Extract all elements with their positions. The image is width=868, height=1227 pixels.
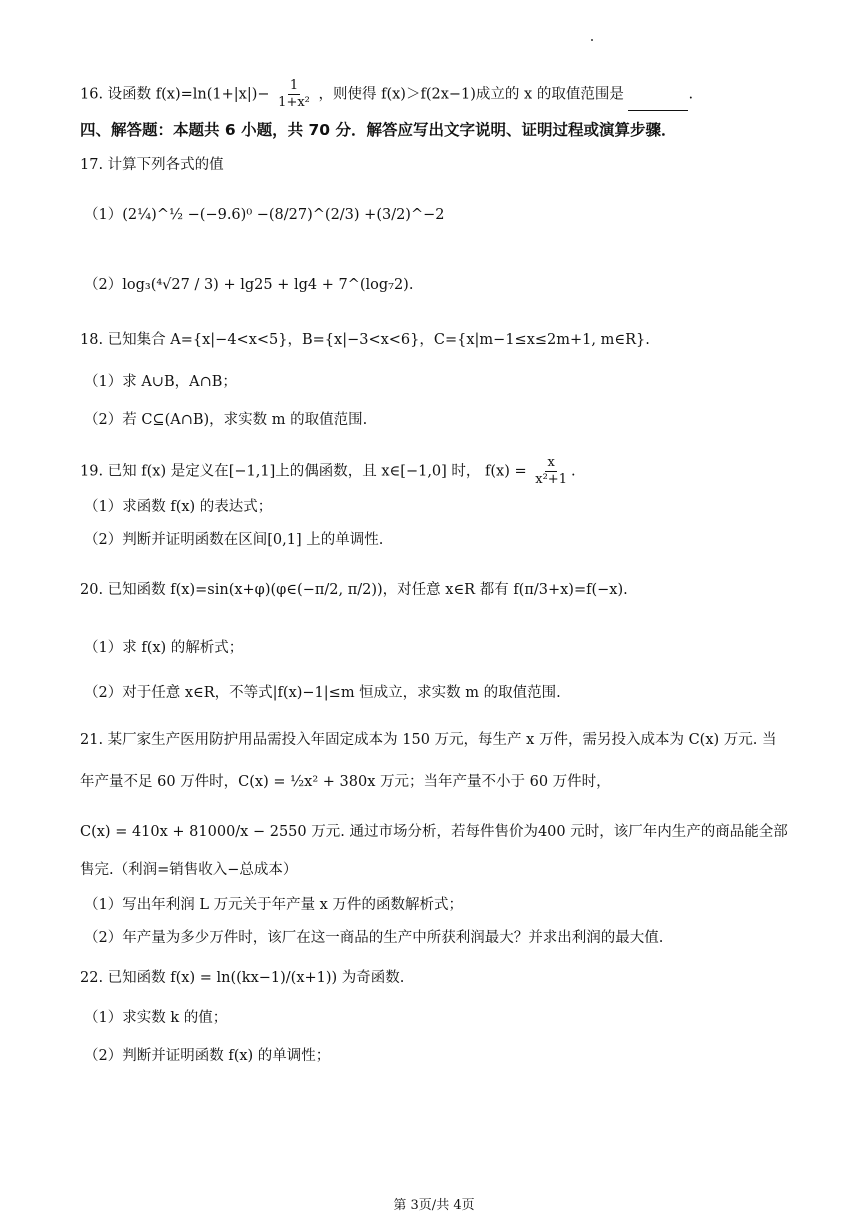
q18-part2: （2）若 C⊆(A∩B)，求实数 m 的取值范围. xyxy=(84,412,368,428)
q21-line4: 售完.（利润=销售收入−总成本） xyxy=(80,862,298,878)
q19-frac-num: x xyxy=(547,455,555,470)
answer-blank xyxy=(628,96,688,111)
q22-title: 22. 已知函数 f(x) = ln((kx−1)/(x+1)) 为奇函数. xyxy=(80,970,405,986)
q21-line3: C(x) = 410x + 81000/x − 2550 万元. 通过市场分析，若每件售价为400 元时，该厂年内生产的商品能全部 xyxy=(80,824,788,840)
q21-part2: （2）年产量为多少万件时，该厂在这一商品的生产中所获利润最大？并求出利润的最大值. xyxy=(84,930,664,946)
q16-fraction xyxy=(276,78,312,111)
q17-p2-label: （2） xyxy=(84,277,123,293)
q22-part1: （1）求实数 k 的值； xyxy=(84,1010,228,1026)
q19-end: . xyxy=(570,463,576,480)
q17-p1-expression: (2¼)^½ −(−9.6)⁰ −(8/27)^(2/3) +(3/2)^−2 xyxy=(122,207,445,223)
q16-number: 16. xyxy=(80,86,104,103)
q18-title: 18. 已知集合 A={x|−4<x<5}，B={x|−3<x<6}，C={x|m−1≤x≤2m+1, m∈R}. xyxy=(80,332,650,348)
q17-p1-label: （1） xyxy=(84,207,123,223)
q19-frac-den: x²+1 xyxy=(535,472,567,487)
q19-part1: （1）求函数 f(x) 的表达式； xyxy=(84,499,273,515)
q22-part2: （2）判断并证明函数 f(x) 的单调性； xyxy=(84,1048,331,1064)
question-19 xyxy=(80,455,576,488)
section-heading: 四、解答题：本题共 6 小题，共 70 分．解答应写出文字说明、证明过程或演算步骤． xyxy=(80,121,677,139)
q16-prefix: 设函数 f(x)=ln(1+|x|)− xyxy=(107,86,270,103)
page-footer: 第 3页/共 4页 xyxy=(393,1198,475,1213)
q17-p2-expression: log₃(⁴√27 / 3) + lg25 + lg4 + 7^(log₇2). xyxy=(122,277,414,293)
q16-frac-num: 1 xyxy=(289,78,299,93)
q17-title: 17. 计算下列各式的值 xyxy=(80,157,224,173)
q16-frac-den: 1+x² xyxy=(278,95,310,110)
q20-title: 20. 已知函数 f(x)=sin(x+φ)(φ∈(−π/2, π/2))，对任意 x∈R 都有 f(π/3+x)=f(−x). xyxy=(80,582,628,598)
q20-part2: （2）对于任意 x∈R，不等式|f(x)−1|≤m 恒成立，求实数 m 的取值范围. xyxy=(84,685,561,701)
q16-end: . xyxy=(688,86,694,103)
q17-part1 xyxy=(80,205,445,225)
q21-part1: （1）写出年利润 L 万元关于年产量 x 万件的函数解析式； xyxy=(84,897,463,913)
q19-title: 19. 已知 f(x) 是定义在[−1,1]上的偶函数，且 x∈[−1,0] 时， f(x) = xyxy=(80,463,527,480)
q19-part2: （2）判断并证明函数在区间[0,1] 上的单调性. xyxy=(84,532,384,548)
q21-line1: 21. 某厂家生产医用防护用品需投入年固定成本为 150 万元，每生产 x 万件，需另投入成本为 C(x) 万元. 当 xyxy=(80,732,777,748)
q17-part2 xyxy=(80,275,413,295)
scan-speck xyxy=(591,39,593,41)
q20-part1: （1）求 f(x) 的解析式； xyxy=(84,640,244,656)
q18-part1: （1）求 A∪B，A∩B； xyxy=(84,374,237,390)
q19-fraction xyxy=(533,455,569,488)
q16-suffix: ，则使得 f(x)＞f(2x−1)成立的 x 的取值范围是 xyxy=(318,86,624,103)
q21-line2: 年产量不足 60 万件时，C(x) = ½x² + 380x 万元；当年产量不小于 60 万件时， xyxy=(80,774,611,790)
question-16 xyxy=(80,78,693,111)
